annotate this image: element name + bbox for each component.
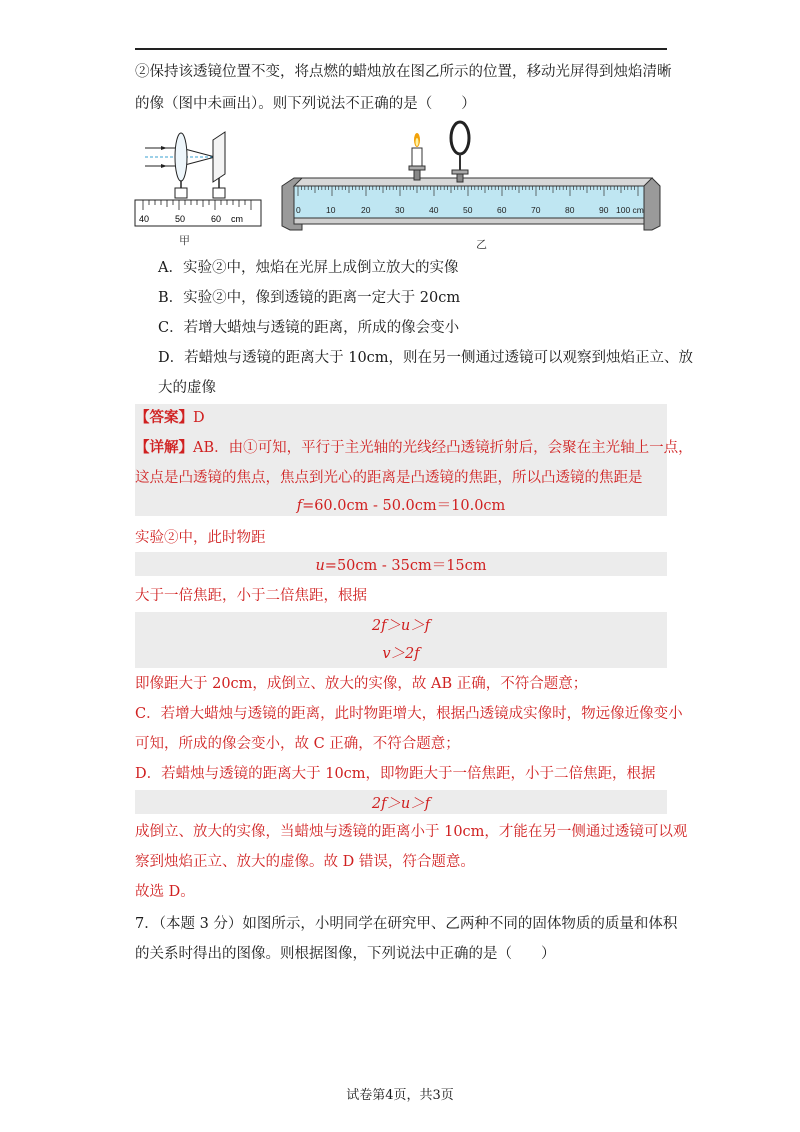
object-distance-text: 实验②中，此时物距: [135, 530, 266, 546]
option-c: C．若增大蜡烛与透镜的距离，所成的像会变小: [158, 320, 460, 336]
focal-length-equation: [135, 496, 667, 516]
u-var: u: [315, 558, 325, 574]
d-analysis-line1: D．若蜡烛与透镜的距离大于 10cm，即物距大于一倍焦距，小于二倍焦距，根据: [135, 766, 656, 782]
question6-stem-line2: 的像（图中未画出）。则下列说法不正确的是（ ）: [135, 96, 476, 112]
ruler-tick-label: 50: [175, 214, 186, 224]
candle-icon: [409, 133, 425, 180]
answer-label: 【答案】: [135, 409, 193, 426]
page-footer: 试卷第4页，共3页: [346, 1088, 454, 1103]
detail-label: 【详解】: [135, 439, 193, 456]
option-a: A．实验②中，烛焰在光屏上成倒立放大的实像: [158, 260, 459, 276]
bench-tick-label: 10: [326, 205, 336, 215]
bench-tick-label: 90: [599, 205, 609, 215]
final-choice: 故选 D。: [135, 884, 195, 900]
bench-tick-label: 80: [565, 205, 575, 215]
optical-bench-diagram: [280, 118, 666, 234]
bench-tick-label: 30: [395, 205, 405, 215]
focal-rest: =60.0cm - 50.0cm＝10.0cm: [302, 498, 506, 514]
lens-focus-diagram: [133, 122, 263, 230]
bench-tick-label: 20: [361, 205, 371, 215]
figure-jia-caption: 甲: [179, 234, 190, 247]
figure-yi: [280, 118, 666, 251]
c-analysis-line1: C．若增大蜡烛与透镜的距离，此时物距增大，根据凸透镜成实像时，物远像近像变小: [135, 706, 683, 722]
bench-tick-label: 60: [497, 205, 507, 215]
option-d-line1: D．若蜡烛与透镜的距离大于 10cm，则在另一侧通过透镜可以观察到烛焰正立、放: [158, 350, 694, 366]
range-text: 大于一倍焦距，小于二倍焦距，根据: [135, 588, 367, 604]
option-d-line2: 大的虚像: [158, 380, 216, 396]
detail-line2: 这点是凸透镜的焦点，焦点到光心的距离是凸透镜的焦距，所以凸透镜的焦距是: [135, 470, 643, 486]
detail-text: AB．由①可知，平行于主光轴的光线经凸透镜折射后，会聚在主光轴上一点，: [193, 440, 693, 456]
question7-line1: 7．（本题 3 分）如图所示，小明同学在研究甲、乙两种不同的固体物质的质量和体积: [135, 916, 678, 932]
d-analysis-line2: 成倒立、放大的实像，当蜡烛与透镜的距离小于 10cm，才能在另一侧通过透镜可以观: [135, 824, 688, 840]
figure-jia: [133, 122, 263, 247]
bench-tick-label: 50: [463, 205, 473, 215]
bench-tick-label: 40: [429, 205, 439, 215]
ab-conclusion: 即像距大于 20cm，成倒立、放大的实像，故 AB 正确，不符合题意；: [135, 676, 588, 692]
question7-line2: 的关系时得出的图像。则根据图像，下列说法中正确的是（ ）: [135, 946, 556, 962]
figure-yi-caption: 乙: [476, 238, 487, 251]
focal-var: f: [296, 498, 303, 514]
ruler-tick-label: 40: [139, 214, 150, 224]
d-analysis-line3: 察到烛焰正立、放大的虚像。故 D 错误，符合题意。: [135, 854, 475, 870]
lens-icon: [451, 122, 469, 182]
inequality-1: 2f＞u＞f: [371, 618, 431, 634]
option-b: B．实验②中，像到透镜的距离一定大于 20cm: [158, 290, 461, 306]
bench-tick-label: 0: [296, 205, 301, 215]
question6-stem-line1: ②保持该透镜位置不变，将点燃的蜡烛放在图乙所示的位置，移动光屏得到烛焰清晰: [135, 64, 672, 80]
u-rest: =50cm - 35cm＝15cm: [324, 558, 487, 574]
answer-line: [135, 408, 205, 428]
bench-tick-label: 100 cm: [616, 205, 644, 215]
object-distance-equation: [135, 556, 667, 576]
ruler-tick-label: 60: [211, 214, 222, 224]
c-analysis-line2: 可知，所成的像会变小，故 C 正确，不符合题意；: [135, 736, 460, 752]
ruler-unit-label: cm: [231, 214, 243, 224]
inequality-2: v＞2f: [382, 646, 420, 662]
detail-line1: [135, 438, 693, 458]
answer-value: D: [193, 410, 205, 426]
inequality-3: 2f＞u＞f: [371, 796, 431, 812]
top-rule: [135, 48, 667, 50]
bench-tick-label: 70: [531, 205, 541, 215]
